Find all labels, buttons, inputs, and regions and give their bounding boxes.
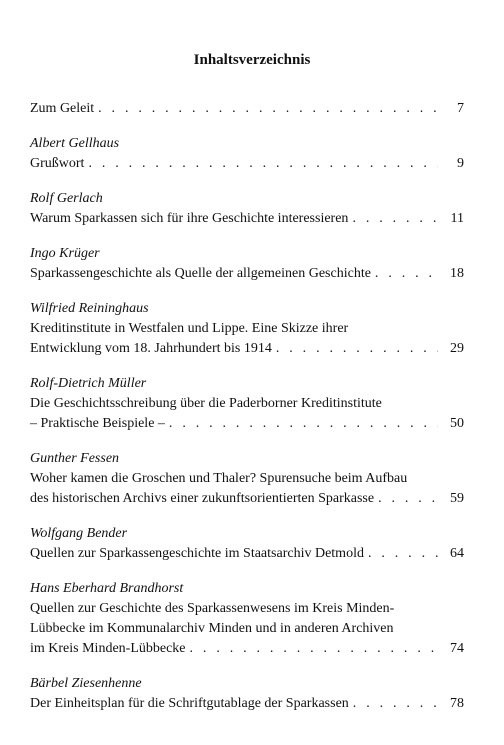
toc-entry-title-line: Grußwort <box>30 156 85 171</box>
dot-leader <box>169 414 438 434</box>
toc-entry-title-row <box>30 154 464 174</box>
table-of-contents <box>30 99 464 729</box>
toc-entry-title-line: Woher kamen die Groschen und Thaler? Spurensuche beim Aufbau <box>30 471 408 486</box>
toc-page-number: 9 <box>457 156 464 171</box>
dot-leader <box>190 639 438 659</box>
toc-entry-title-row <box>30 639 464 659</box>
toc-entry-author: Rolf Gerlach <box>30 191 103 206</box>
toc-entry-title-line: Sparkassengeschichte als Quelle der allgemeinen Geschichte <box>30 266 371 281</box>
toc-entry-author: Ingo Krüger <box>30 246 100 261</box>
page-title: Inhaltsverzeichnis <box>193 52 311 68</box>
toc-entry-title-line: des historischen Archivs einer zukunftsorientierten Sparkasse <box>30 491 375 506</box>
toc-page-number: 78 <box>450 696 464 711</box>
dot-leader <box>368 544 438 564</box>
toc-entry <box>30 374 464 434</box>
toc-entry-author: Hans Eberhard Brandhorst <box>30 581 184 596</box>
toc-entry-title-row <box>30 209 464 229</box>
dot-leader <box>352 209 438 229</box>
toc-entry-title-row <box>30 694 464 714</box>
toc-entry-title-line: Kreditinstitute in Westfalen und Lippe. Eine Skizze ihrer <box>30 321 349 336</box>
toc-entry-title-line: Zum Geleit <box>30 101 95 116</box>
toc-entry <box>30 524 464 564</box>
toc-entry-title-row <box>30 264 464 284</box>
toc-entry <box>30 134 464 174</box>
dot-leader <box>378 489 438 509</box>
dot-leader <box>88 154 438 174</box>
toc-page-number: 59 <box>450 491 464 506</box>
toc-page-number: 29 <box>450 341 464 356</box>
toc-entry-author: Albert Gellhaus <box>30 136 120 151</box>
toc-entry <box>30 244 464 284</box>
toc-entry-author: Wolfgang Bender <box>30 526 128 541</box>
toc-entry-author: Gunther Fessen <box>30 451 120 466</box>
toc-entry-title-line: Entwicklung vom 18. Jahrhundert bis 1914 <box>30 341 272 356</box>
toc-entry-author: Rolf-Dietrich Müller <box>30 376 147 391</box>
toc-entry-title-row <box>30 544 464 564</box>
toc-entry <box>30 674 464 714</box>
toc-entry-author: Bärbel Ziesenhenne <box>30 676 142 691</box>
dot-leader <box>375 264 438 284</box>
toc-entry <box>30 299 464 359</box>
toc-page-number: 64 <box>450 546 464 561</box>
toc-entry-title-line: Der Einheitsplan für die Schriftgutablage der Sparkassen <box>30 696 349 711</box>
toc-entry-title-line: Quellen zur Sparkassengeschichte im Staatsarchiv Detmold <box>30 546 364 561</box>
toc-page-number: 7 <box>457 101 464 116</box>
toc-page-number: 50 <box>450 416 464 431</box>
toc-entry-title-line: Die Geschichtsschreibung über die Paderborner Kreditinstitute <box>30 396 382 411</box>
toc-page-number: 18 <box>450 266 464 281</box>
toc-entry-title-row <box>30 339 464 359</box>
dot-leader <box>98 99 438 119</box>
toc-entry <box>30 189 464 229</box>
toc-page-number: 74 <box>450 641 464 656</box>
toc-entry <box>30 99 464 119</box>
toc-page-number: 11 <box>450 211 464 226</box>
toc-entry-title-line: Warum Sparkassen sich für ihre Geschichte interessieren <box>30 211 349 226</box>
dot-leader <box>353 694 438 714</box>
dot-leader <box>276 339 438 359</box>
toc-entry-title-line: Lübbecke im Kommunalarchiv Minden und in anderen Archiven <box>30 621 394 636</box>
toc-entry-title-row <box>30 489 464 509</box>
toc-entry-title-row <box>30 99 464 119</box>
toc-entry-author: Wilfried Reininghaus <box>30 301 149 316</box>
toc-entry <box>30 449 464 509</box>
toc-entry-title-row <box>30 414 464 434</box>
toc-entry-title-line: – Praktische Beispiele – <box>30 416 165 431</box>
toc-entry-title-line: Quellen zur Geschichte des Sparkassenwesens im Kreis Minden- <box>30 601 395 616</box>
toc-entry-title-line: im Kreis Minden-Lübbecke <box>30 641 186 656</box>
toc-entry <box>30 579 464 659</box>
